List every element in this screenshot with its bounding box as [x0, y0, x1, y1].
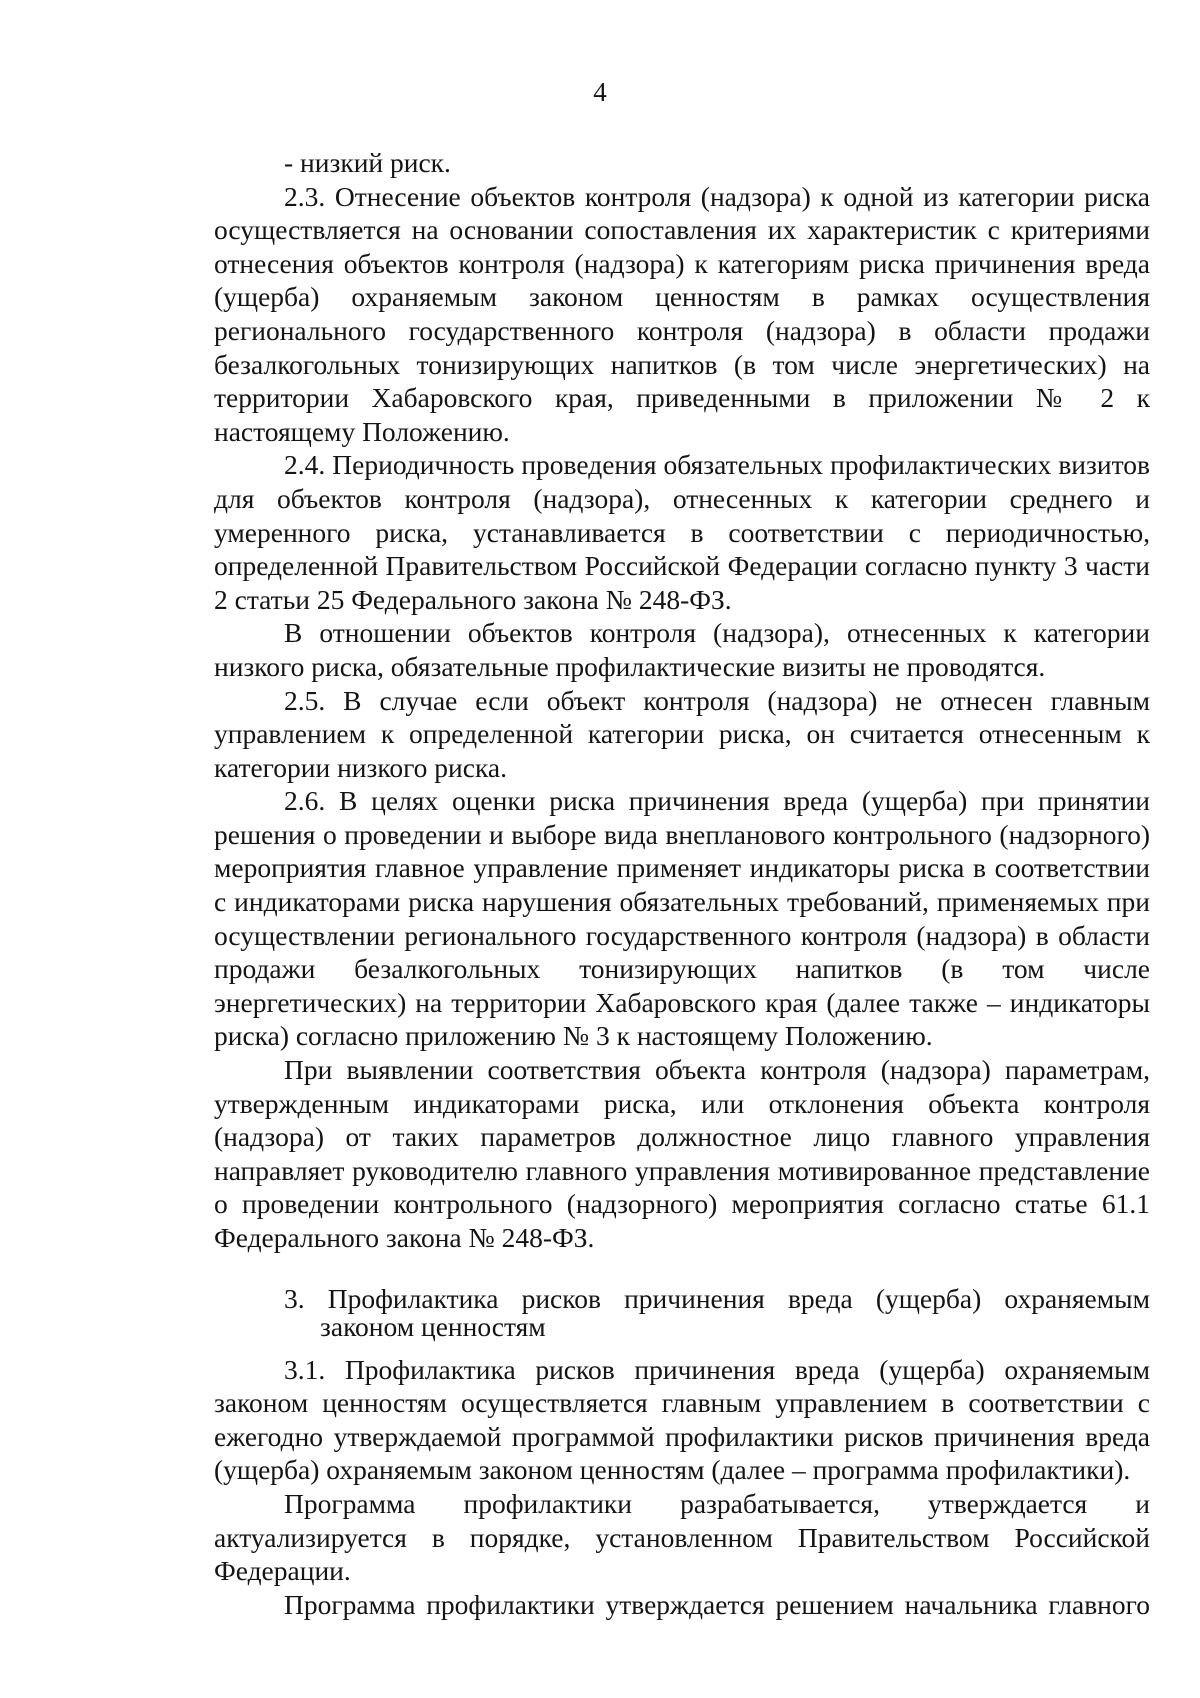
paragraph-2-5: 2.5. В случае если объект контроля (надзора) не отнесен главным управлением к определенной категории риска, он считается отнесенным к категории низкого риска.: [214, 684, 1150, 783]
paragraph-program-development: Программа профилактики разрабатывается, утверждается и актуализируется в порядке, установленном Правительством Российской Федерации.: [214, 1487, 1150, 1587]
paragraph-program-approval: Программа профилактики утверждается решением начальника главного: [284, 1588, 1150, 1620]
paragraph-2-4: 2.4. Периодичность проведения обязательных профилактических визитов для объектов контроля (надзора), отнесенных к категории среднего и умеренного риска, устанавливается в соответствии с периодичностью, определенной Правительством Российской Федерации согласно пункту 3 части 2 статьи 25 Федерального закона № 248-ФЗ.: [214, 449, 1150, 615]
paragraph-low-risk-visits: В отношении объектов контроля (надзора), отнесенных к категории низкого риска, обязательные профилактические визиты не проводятся.: [214, 617, 1150, 682]
paragraph-low-risk: - низкий риск.: [284, 147, 451, 178]
paragraph-2-3: 2.3. Отнесение объектов контроля (надзора) к одной из категории риска осуществляется на основании сопоставления их характеристик с критериями отнесения объектов контроля (надзора) к категориям риска причинения вреда (ущерба) охраняемым законом ценностям в рамках осуществления регионального государственного контроля (надзора) в области продажи безалкогольных тонизирующих напитков (в том числе энергетических) на территории Хабаровского края, приведенными в приложении № 2 к настоящему Положению.: [214, 180, 1150, 447]
paragraph-indicators: При выявлении соответствия объекта контроля (надзора) параметрам, утвержденным индикаторами риска, или отклонения объекта контроля (надзора) от таких параметров должностное лицо главного управления направляет руководителю главного управления мотивированное представление о проведении контрольного (надзорного) мероприятия согласно статье 61.1 Федерального закона № 248-ФЗ.: [214, 1054, 1150, 1253]
section-3-heading: 3. Профилактика рисков причинения вреда (ущерба) охраняемым законом ценностям: [284, 1282, 1150, 1342]
page-number: 4: [593, 77, 607, 107]
document-body: [214, 146, 1150, 1621]
paragraph-3-1: 3.1. Профилактика рисков причинения вреда (ущерба) охраняемым законом ценностям осуществляется главным управлением в соответствии с ежегодно утверждаемой программой профилактики рисков причинения вреда (ущерба) охраняемым законом ценностям (далее – программа профилактики).: [214, 1353, 1150, 1486]
paragraph-2-6: 2.6. В целях оценки риска причинения вреда (ущерба) при принятии решения о проведении и выборе вида внепланового контрольного (надзорного) мероприятия главное управление применяет индикаторы риска в соответствии с индикаторами риска нарушения обязательных требований, применяемых при осуществлении регионального государственного контроля (надзора) в области продажи безалкогольных тонизирующих напитков (в том числе энергетических) на территории Хабаровского края (далее также – индикаторы риска) согласно приложению № 3 к настоящему Положению.: [214, 785, 1150, 1052]
